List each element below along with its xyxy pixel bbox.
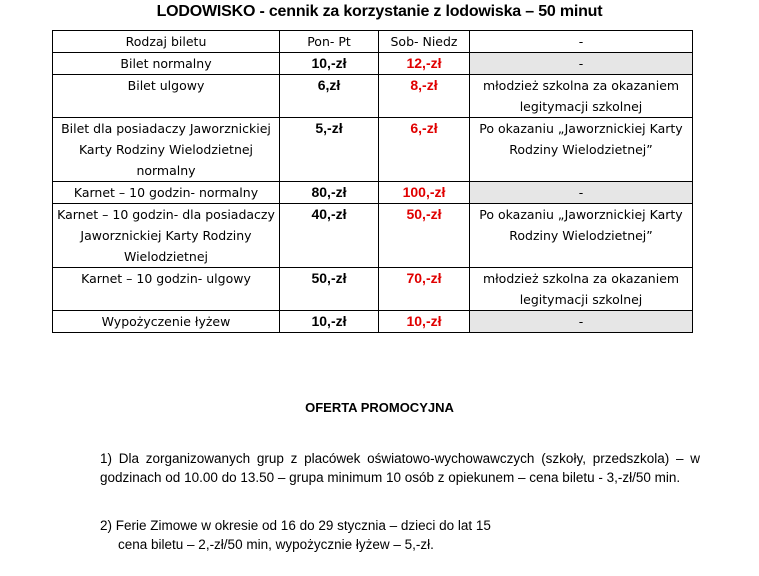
promo-item-2-line-2: cena biletu – 2,-zł/50 min, wypożycznie łyżew – 5,-zł. — [118, 537, 434, 552]
header-ticket-type: Rodzaj biletu — [53, 31, 280, 53]
ticket-note: - — [470, 53, 693, 75]
ticket-type: Bilet ulgowy — [53, 75, 280, 118]
table-row — [53, 53, 693, 75]
ticket-note: młodzież szkolna za okazaniem legitymacji szkolnej — [470, 75, 693, 118]
table-row — [53, 182, 693, 204]
table-row — [53, 118, 693, 182]
price-weekend: 50,-zł — [379, 204, 470, 268]
ticket-note: - — [470, 311, 693, 333]
ticket-note: Po okazaniu „Jaworznickiej Karty Rodziny Wielodzietnej” — [470, 118, 693, 182]
ticket-note: Po okazaniu „Jaworznickiej Karty Rodziny Wielodzietnej” — [470, 204, 693, 268]
promo-item-2 — [100, 516, 700, 554]
ticket-type: Karnet – 10 godzin- dla posiadaczy Jaworznickiej Karty Rodziny Wielodzietnej — [53, 204, 280, 268]
ticket-note: młodzież szkolna za okazaniem legitymacji szkolnej — [470, 268, 693, 311]
ticket-type: Bilet dla posiadaczy Jaworznickiej Karty Rodziny Wielodzietnej normalny — [53, 118, 280, 182]
price-weekend: 100,-zł — [379, 182, 470, 204]
price-weekday: 40,-zł — [280, 204, 379, 268]
price-weekend: 8,-zł — [379, 75, 470, 118]
price-weekday: 10,-zł — [280, 53, 379, 75]
ticket-type: Wypożyczenie łyżew — [53, 311, 280, 333]
ticket-note: - — [470, 182, 693, 204]
price-weekday: 5,-zł — [280, 118, 379, 182]
price-weekend: 10,-zł — [379, 311, 470, 333]
ticket-type: Karnet – 10 godzin- ulgowy — [53, 268, 280, 311]
header-weekend: Sob- Niedz — [379, 31, 470, 53]
table-row — [53, 268, 693, 311]
price-weekday: 50,-zł — [280, 268, 379, 311]
price-weekend: 6,-zł — [379, 118, 470, 182]
table-header-row — [53, 31, 693, 53]
promo-title: OFERTA PROMOCYJNA — [305, 400, 454, 415]
page-title: LODOWISKO - cennik za korzystanie z lodowiska – 50 minut — [156, 3, 603, 20]
header-weekday: Pon- Pt — [280, 31, 379, 53]
price-table — [52, 30, 693, 333]
header-note: - — [470, 31, 693, 53]
promo-item-1: 1) Dla zorganizowanych grup z placówek oświatowo-wychowawczych (szkoły, przedszkola) – w godzinach od 10.00 do 13.50 – grupa minimum 10 osób z opiekunem – cena biletu - 3,-zł/50 min. — [100, 451, 700, 485]
price-weekend: 70,-zł — [379, 268, 470, 311]
price-weekday: 6,zł — [280, 75, 379, 118]
ticket-type: Karnet – 10 godzin- normalny — [53, 182, 280, 204]
table-row — [53, 204, 693, 268]
price-weekend: 12,-zł — [379, 53, 470, 75]
ticket-type: Bilet normalny — [53, 53, 280, 75]
price-weekday: 10,-zł — [280, 311, 379, 333]
price-weekday: 80,-zł — [280, 182, 379, 204]
table-row — [53, 311, 693, 333]
promo-item-2-line-1: 2) Ferie Zimowe w okresie od 16 do 29 stycznia – dzieci do lat 15 — [100, 518, 491, 533]
table-row — [53, 75, 693, 118]
